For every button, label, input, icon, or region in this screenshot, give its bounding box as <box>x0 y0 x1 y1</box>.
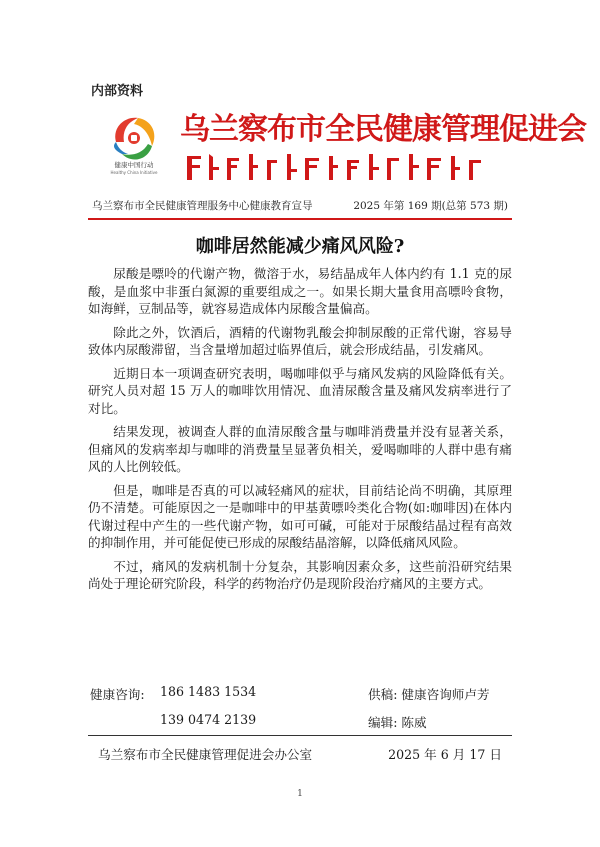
editor-credit: 编辑: 陈威 <box>368 715 427 730</box>
article-paragraph: 结果发现，被调查人群的血清尿酸含量与咖啡消费量并没有显著关系，但痛风的发病率却与咖啡的消费量呈显著负相关，爱喝咖啡的人群中患有痛风的人比例较低。 <box>88 424 512 474</box>
article-body <box>88 265 512 599</box>
article-paragraph: 近期日本一项调查研究表明，喝咖啡似乎与痛风发病的风险降低有关。研究人员对超 15 万人的咖啡饮用情况、血清尿酸含量及痛风发病率进行了对比。 <box>88 365 512 416</box>
internal-material-label: 内部资料 <box>91 84 144 99</box>
publish-date: 2025 年 6 月 17 日 <box>388 747 502 762</box>
office-name: 乌兰察布市全民健康管理促进会办公室 <box>98 747 313 762</box>
provider-credit: 供稿: 健康咨询师卢芳 <box>368 687 490 702</box>
header-divider <box>88 218 512 220</box>
issue-number: 2025 年第 169 期(总第 573 期) <box>353 200 508 212</box>
article-paragraph: 尿酸是嘌呤的代谢产物，微溶于水，易结晶成年人体内约有 1.1 克的尿酸，是血浆中非蛋白氮源的重要组成之一。如果长期大量食用高嘌呤食物，如海鲜，豆制品等，就容易造成体内尿酸含量偏高。 <box>88 266 512 316</box>
consult-phone: 186 1483 1534 <box>160 684 257 699</box>
consult-phone: 139 0474 2139 <box>160 712 257 727</box>
article-paragraph: 不过，痛风的发病机制十分复杂，其影响因素众多，这些前沿研究结果尚处于理论研究阶段，科学的药物治疗仍是现阶段治疗痛风的主要方式。 <box>88 558 512 591</box>
article-paragraph: 但是，咖啡是否真的可以减轻痛风的症状，目前结论尚不明确，其原理仍不清楚。可能原因之一是咖啡中的甲基黄嘌呤类化合物(如:咖啡因)在体内代谢过程中产生的一些代谢产物，如可可碱，可能对于尿酸结晶过程有高效的抑制作用，并可能促使已形成的尿酸结晶溶解，以降低痛风风险。 <box>88 482 512 550</box>
organization-title: 乌兰察布市全民健康管理促进会 <box>180 112 586 147</box>
mongolian-script-title <box>183 148 493 186</box>
logo-subcaption: Healthy China Initiative <box>110 170 158 175</box>
footer-divider <box>88 735 512 736</box>
consult-label: 健康咨询: <box>90 687 145 702</box>
logo-caption: 健康中国行动 <box>114 161 154 169</box>
article-paragraph: 除此之外，饮酒后，酒精的代谢物乳酸会抑制尿酸的正常代谢，容易导致体内尿酸滞留，当含量增加超过临界值后，就会形成结晶，引发痛风。 <box>88 324 512 357</box>
article-title: 咖啡居然能减少痛风风险? <box>195 236 405 257</box>
page-number: 1 <box>297 789 303 799</box>
publisher-text: 乌兰察布市全民健康管理服务中心健康教育宣导 <box>92 200 313 212</box>
